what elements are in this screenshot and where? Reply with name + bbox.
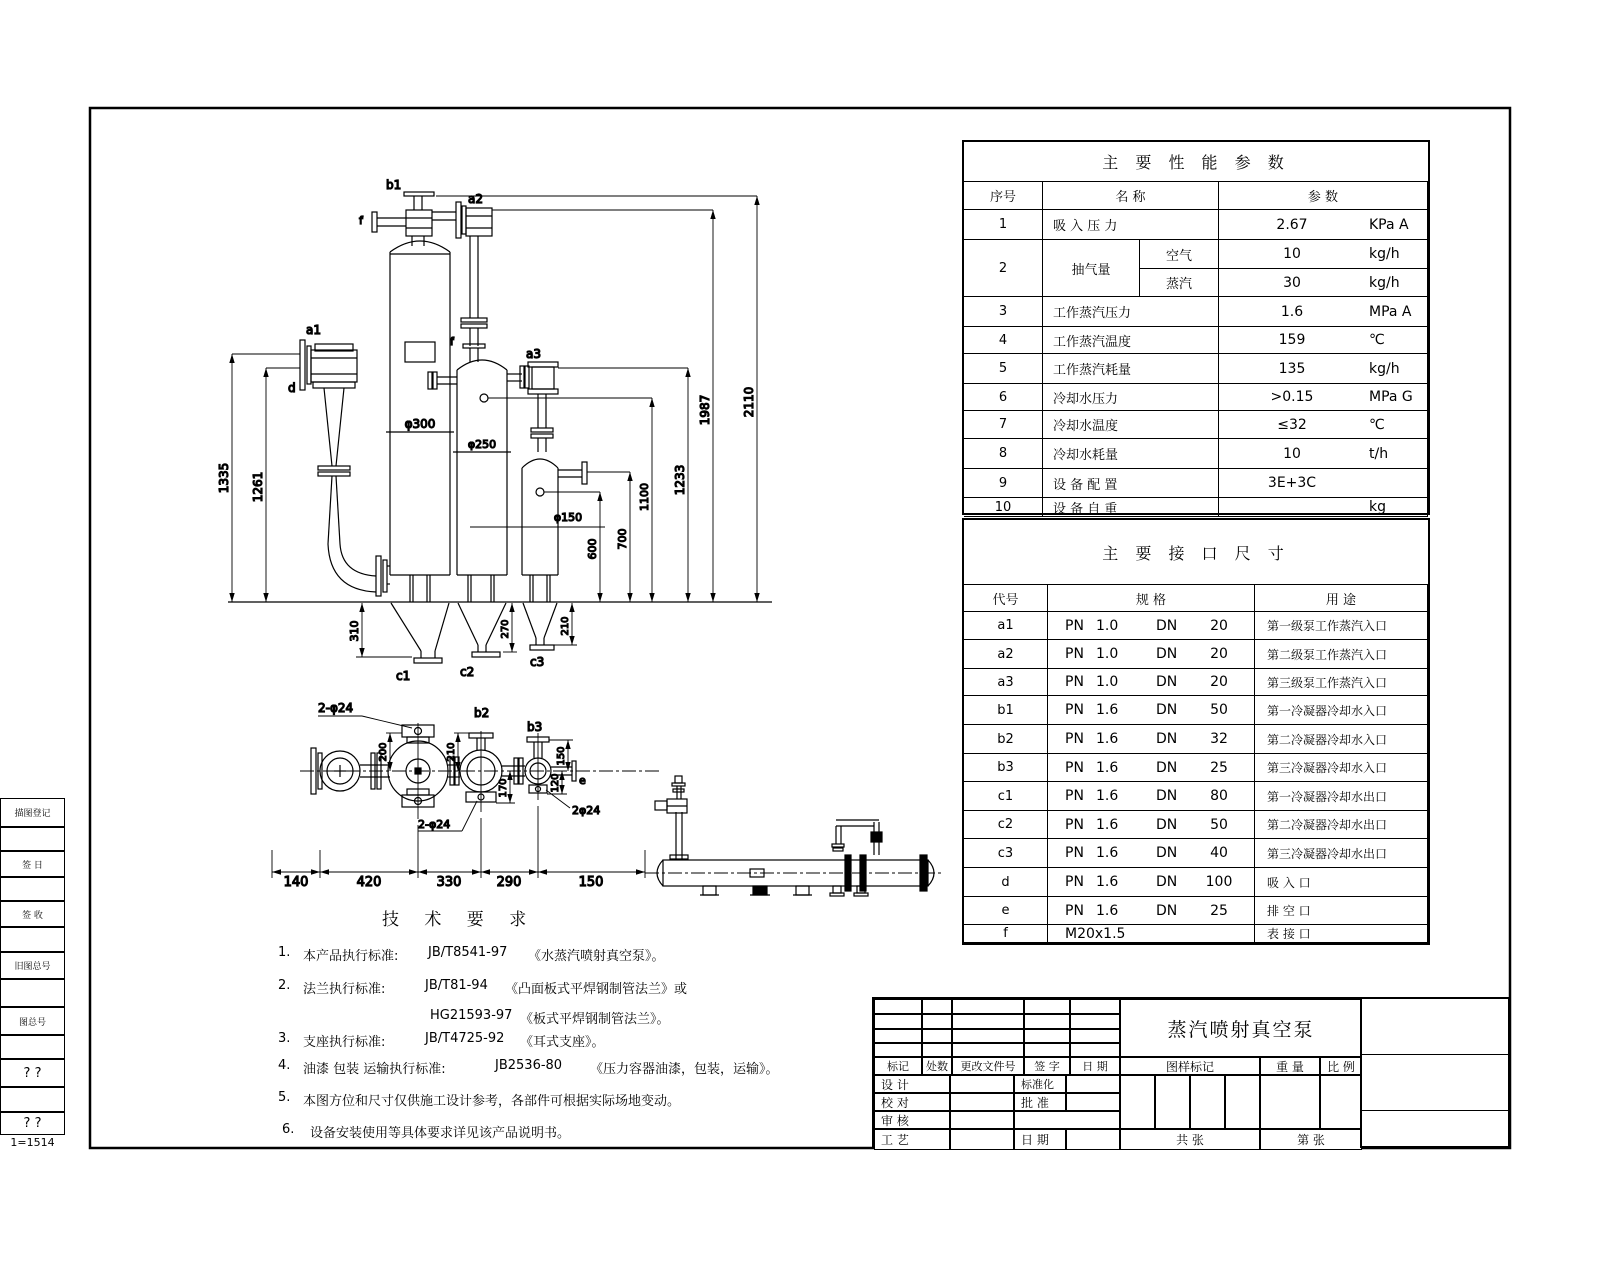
port-spec: PN 1.0 DN 20 [1048,640,1255,669]
change-header-sign: 签 字 [1024,1057,1070,1075]
tech-item-no: 4. [278,1058,291,1073]
change-cell [1070,1043,1120,1057]
port-spec: PN 1.0 DN 20 [1048,612,1255,640]
port-use: 第三冷凝器冷却水出口 [1255,839,1428,868]
weight-cell [1260,1075,1320,1129]
sig-check-label: 校 对 [874,1093,950,1111]
change-cell [1070,1029,1120,1043]
sig-review-value [950,1111,1014,1129]
port-spec: PN 1.6 DN 25 [1048,754,1255,782]
port-use: 吸 入 口 [1255,868,1428,897]
sig-approve-value [1066,1093,1120,1111]
perf-row-name: 工作蒸汽温度 [1043,327,1219,354]
perf-subrow-steam-value: 30 kg/h [1219,269,1428,297]
dim-210b: 210 [446,742,457,762]
dim-310: 310 [348,620,361,642]
dim-120: 120 [550,773,561,793]
label-f1: f [359,214,363,227]
label-d: d [288,381,296,395]
sig-process-value [950,1129,1014,1150]
ports-table [962,518,1430,945]
port-use: 第一级泵工作蒸汽入口 [1255,612,1428,640]
stamp-empty-6 [0,1087,65,1112]
change-cell [1070,1014,1120,1029]
sig-design-value [950,1075,1014,1093]
callout-2phi24-bottom: 2-φ24 [418,818,451,831]
port-spec: PN 1.6 DN 32 [1048,725,1255,754]
tech-item-label: 本产品执行标准: [303,949,399,964]
perf-row-no: 10 [964,498,1043,517]
dim-1261: 1261 [251,471,265,503]
tech-item-std: JB2536-80 [495,1058,563,1073]
change-cell [1070,999,1120,1014]
label-b3: b3 [527,720,543,734]
port-use: 第二冷凝器冷却水入口 [1255,725,1428,754]
perf-row-no: 2 [964,240,1043,297]
label-f2: f [450,335,454,348]
perf-row-name: 冷却水温度 [1043,411,1219,439]
tech-item-no: 3. [278,1031,291,1046]
dim-1335: 1335 [217,462,231,494]
mark-cell [1120,1075,1155,1129]
perf-row-name: 冷却水压力 [1043,384,1219,411]
port-code: e [964,897,1048,925]
sig-check-value [950,1093,1014,1111]
plan-view [272,701,660,890]
dim-140: 140 [283,875,309,890]
ports-table-title: 主 要 接 口 尺 寸 [964,520,1428,585]
perf-row-no: 5 [964,354,1043,384]
port-code: a3 [964,669,1048,696]
port-spec: PN 1.6 DN 50 [1048,696,1255,725]
label-c2: c2 [460,665,475,679]
perf-header-value: 参 数 [1219,182,1428,210]
label-b2: b2 [474,706,490,720]
tech-item-no: 2. [278,978,291,993]
tech-item-std: HG21593-97 [430,1008,513,1023]
performance-table [962,140,1430,515]
change-cell [952,1014,1024,1029]
perf-subrow-air-value: 10 kg/h [1219,240,1428,269]
performance-table-title: 主 要 性 能 参 数 [964,142,1428,182]
port-code: b3 [964,754,1048,782]
port-code: b2 [964,725,1048,754]
dim-phi150: φ150 [553,511,583,524]
perf-row-name: 设 备 自 重 [1043,498,1219,517]
tech-item-no: 5. [278,1090,291,1105]
perf-row-value: >0.15 MPa G [1219,384,1428,411]
stage1-ejector [300,340,390,596]
tech-item-std: JB/T8541-97 [428,945,508,960]
perf-row-value: kg [1219,498,1428,517]
stamp-empty-5 [0,1035,65,1059]
perf-row-name: 设 备 配 置 [1043,469,1219,498]
perf-subrow-air: 空气 [1140,240,1219,269]
stamp-empty-1 [0,827,65,851]
perf-row-name: 工作蒸汽耗量 [1043,354,1219,384]
perf-row-value: 10 t/h [1219,439,1428,469]
change-cell [874,999,922,1014]
perf-row-no: 6 [964,384,1043,411]
tech-item-name: 《板式平焊钢制管法兰》。 [520,1012,670,1027]
perf-header-no: 序号 [964,182,1043,210]
stamp-q2: ? ? [0,1112,65,1135]
perf-row-value: ≤32 ℃ [1219,411,1428,439]
port-use: 第三级泵工作蒸汽入口 [1255,669,1428,696]
tech-item-no: 1. [278,945,291,960]
label-a3: a3 [526,347,541,361]
spare-box-divider [1362,1110,1508,1111]
spare-box-column [1360,997,1510,1148]
change-header-date: 日 期 [1070,1057,1120,1075]
sig-approve-label: 批 准 [1014,1093,1066,1111]
perf-row-value: 3E+3C [1219,469,1428,498]
port-spec: PN 1.6 DN 25 [1048,897,1255,925]
port-code: c3 [964,839,1048,868]
tech-item-std: JB/T4725-92 [425,1031,505,1046]
dim-150a: 150 [556,746,567,766]
mark-cell [1155,1075,1190,1129]
sig-standard-value [1066,1075,1120,1093]
port-use: 第二冷凝器冷却水出口 [1255,811,1428,839]
tech-item-name: 《水蒸汽喷射真空泵》。 [528,949,665,964]
tech-title: 技 术 要 求 [382,910,537,930]
stamp-sign-receive: 签 收 [0,901,65,927]
port-use: 排 空 口 [1255,897,1428,925]
change-cell [952,999,1024,1014]
port-code: a1 [964,612,1048,640]
change-header-count: 处数 [922,1057,952,1075]
callout-2phi24-top: 2-φ24 [318,701,354,715]
perf-row-value: 1.6 MPa A [1219,297,1428,327]
sig-empty [1014,1111,1120,1129]
perf-row-name: 冷却水耗量 [1043,439,1219,469]
stamp-sign-date: 签 日 [0,851,65,877]
port-use: 第一冷凝器冷却水入口 [1255,696,1428,725]
dim-170: 170 [498,778,509,798]
drawing-title: 蒸汽喷射真空泵 [1120,999,1362,1057]
change-cell [1024,1014,1070,1029]
change-cell [1024,1029,1070,1043]
tech-item-label: 本图方位和尺寸仅供施工设计参考，各部件可根据实际场地变动。 [303,1094,681,1109]
perf-subrow-steam: 蒸汽 [1140,269,1219,297]
sig-process-label: 工 艺 [874,1129,950,1150]
port-use: 第三冷凝器冷却水入口 [1255,754,1428,782]
mark-label: 图样标记 [1120,1057,1260,1075]
port-spec: PN 1.6 DN 40 [1048,839,1255,868]
port-use: 第二级泵工作蒸汽入口 [1255,640,1428,669]
sig-date-label: 日 期 [1014,1129,1066,1150]
label-a2: a2 [468,192,483,206]
perf-header-name: 名 称 [1043,182,1219,210]
label-c1: c1 [396,669,411,683]
stamp-empty-2 [0,877,65,901]
tech-item-label: 法兰执行标准: [303,982,386,997]
tech-item-name: 《压力容器油漆，包装，运输》。 [590,1062,779,1077]
stamp-empty-4 [0,979,65,1007]
dim-290: 290 [496,875,522,890]
change-cell [922,999,952,1014]
port-spec: PN 1.6 DN 100 [1048,868,1255,897]
port-use: 表 接 口 [1255,925,1428,943]
port-code: d [964,868,1048,897]
dim-2110: 2110 [742,386,756,418]
perf-row-no: 3 [964,297,1043,327]
callout-2phi24-right: 2φ24 [572,804,601,817]
sig-date-value [1066,1129,1120,1150]
perf-row-no: 9 [964,469,1043,498]
port-code: a2 [964,640,1048,669]
title-block [872,997,1360,1148]
mark-cell [1225,1075,1260,1129]
perf-row-name: 工作蒸汽压力 [1043,297,1219,327]
change-header-mark: 标记 [874,1057,922,1075]
perf-row-no: 4 [964,327,1043,354]
tech-item-name: 《耳式支座》。 [520,1035,605,1050]
perf-row-value: 159 ℃ [1219,327,1428,354]
sig-design-label: 设 计 [874,1075,950,1093]
change-cell [874,1014,922,1029]
dim-1987: 1987 [698,394,712,426]
dim-330: 330 [436,875,462,890]
dim-600: 600 [586,538,599,560]
change-cell [922,1043,952,1057]
port-code: f [964,925,1048,943]
port-spec: M20x1.5 [1048,925,1255,943]
stamp-empty-3 [0,927,65,952]
sig-standard-label: 标准化 [1014,1075,1066,1093]
tech-item-label: 设备安装使用等具体要求详见该产品说明书。 [310,1126,571,1141]
stamp-old-master-no: 旧图总号 [0,952,65,979]
change-cell [952,1043,1024,1057]
tech-item-label: 油漆 包装 运输执行标准: [303,1062,446,1077]
stamp-footer-number: 1=1514 [10,1136,55,1149]
dim-210a: 210 [560,616,571,636]
scale-cell [1320,1075,1362,1129]
port-use: 第一冷凝器冷却水出口 [1255,782,1428,811]
stamp-master-no: 图总号 [0,1007,65,1035]
spare-box-divider [1362,1054,1508,1055]
dim-150b: 150 [578,875,604,890]
ports-header-spec: 规 格 [1048,585,1255,612]
change-cell [874,1043,922,1057]
perf-row-no: 1 [964,210,1043,240]
side-view [645,776,942,896]
elevation-view [217,178,772,683]
label-a1: a1 [306,323,321,337]
label-b1: b1 [386,178,402,192]
sheets-total: 共 张 [1120,1129,1260,1150]
tech-item-name: 《凸面板式平焊钢制管法兰》或 [505,982,688,997]
ports-header-code: 代号 [964,585,1048,612]
dim-1233: 1233 [673,464,687,496]
port-spec: PN 1.6 DN 50 [1048,811,1255,839]
change-cell [922,1014,952,1029]
dim-700: 700 [616,528,629,550]
port-spec: PN 1.0 DN 20 [1048,669,1255,696]
scale-label: 比 例 [1320,1057,1362,1075]
change-cell [1024,999,1070,1014]
dim-200: 200 [378,742,389,762]
tech-item-no: 6. [282,1122,295,1137]
sig-review-label: 审 核 [874,1111,950,1129]
label-c3: c3 [530,655,545,669]
change-header-doc: 更改文件号 [952,1057,1024,1075]
port-code: c1 [964,782,1048,811]
condenser2 [428,360,511,657]
perf-row-value: 2.67 KPa A [1219,210,1428,240]
tech-item-std: JB/T81-94 [425,978,488,993]
change-cell [1024,1043,1070,1057]
change-cell [952,1029,1024,1043]
label-e: e [579,774,586,787]
stage3-ejector [507,362,558,452]
condenser3 [470,459,605,650]
perf-row-name: 抽气量 [1043,240,1140,297]
stage2-ejector [432,202,492,362]
port-code: c2 [964,811,1048,839]
perf-row-no: 8 [964,439,1043,469]
ports-header-use: 用 途 [1255,585,1428,612]
port-spec: PN 1.6 DN 80 [1048,782,1255,811]
dim-420: 420 [356,875,382,890]
perf-row-no: 7 [964,411,1043,439]
stamp-q1: ? ? [0,1059,65,1087]
change-cell [922,1029,952,1043]
weight-label: 重 量 [1260,1057,1320,1075]
change-cell [874,1029,922,1043]
perf-row-value: 135 kg/h [1219,354,1428,384]
port-code: b1 [964,696,1048,725]
dim-1100: 1100 [638,483,651,511]
sheet-number: 第 张 [1260,1129,1362,1150]
perf-row-name: 吸 入 压 力 [1043,210,1219,240]
mark-cell [1190,1075,1225,1129]
dim-270: 270 [500,619,511,639]
dim-phi300: φ300 [404,417,436,431]
dim-phi250: φ250 [467,438,497,451]
stamp-trace-register: 描图登记 [0,798,65,827]
tech-item-label: 支座执行标准: [303,1035,386,1050]
